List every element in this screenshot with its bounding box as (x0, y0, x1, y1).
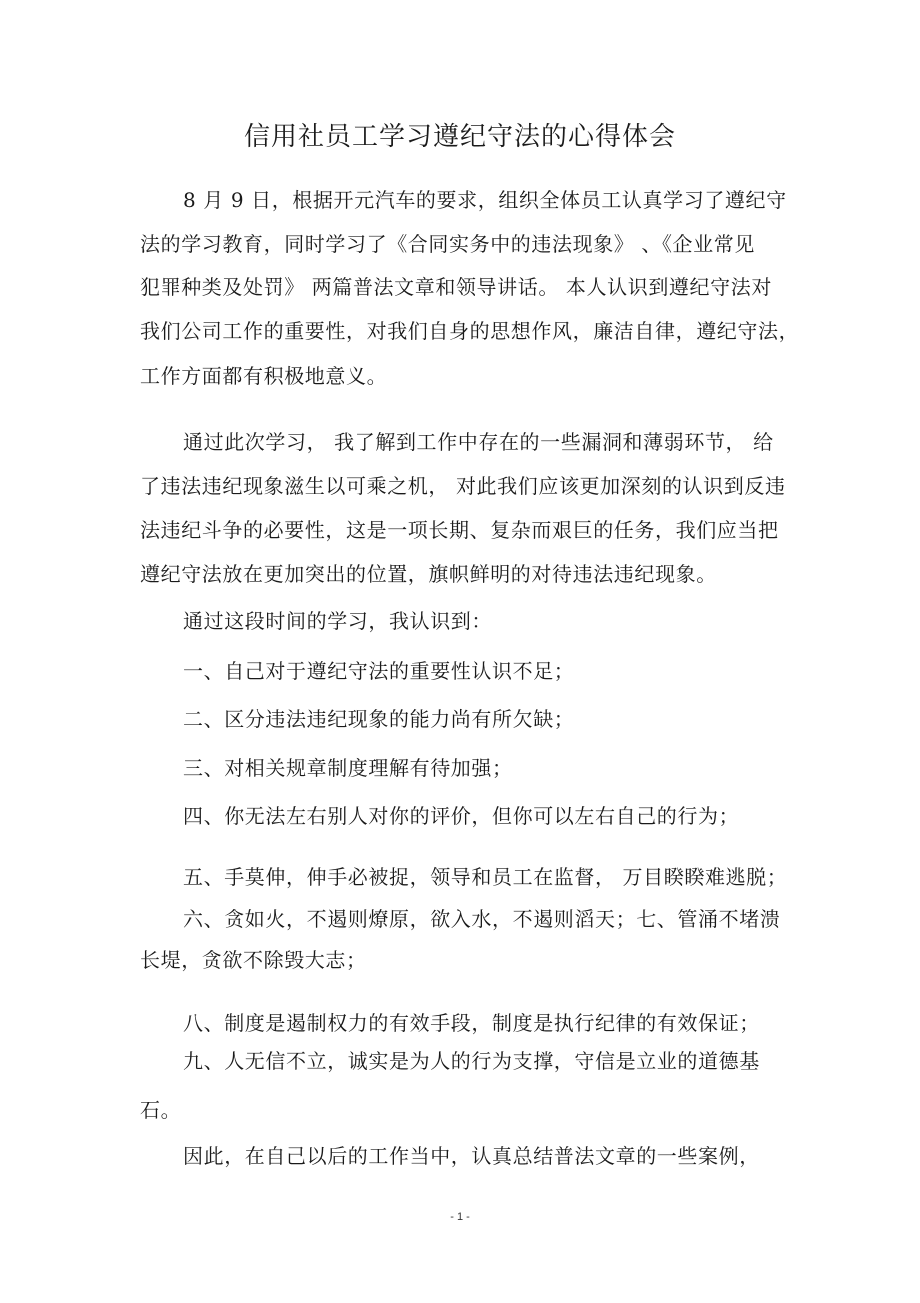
paragraph-4-line-1: 因此，在自己以后的工作当中，认真总结普法文章的一些案例， (183, 1144, 760, 1168)
list-item-3: 三、对相关规章制度理解有待加强； (183, 756, 513, 780)
paragraph-2-line-1: 通过此次学习， 我了解到工作中存在的一些漏洞和薄弱环节， 给 (183, 430, 774, 454)
list-item-6-line-1: 六、贪如火，不遏则燎原，欲入水，不遏则滔天；七、管涌不堵溃 (183, 907, 781, 931)
list-item-2: 二、区分违法违纪现象的能力尚有所欠缺； (183, 707, 575, 731)
paragraph-3-intro: 通过这段时间的学习，我认识到： (183, 609, 492, 633)
list-item-4: 四、你无法左右别人对你的评价，但你可以左右自己的行为； (183, 804, 740, 828)
page-number: - 1 - (450, 1211, 470, 1223)
list-item-6-line-2: 长堤，贪欲不除毁大志； (140, 948, 367, 972)
list-item-5: 五、手莫伸，伸手必被捉，领导和员工在监督， 万目睽睽难逃脱； (183, 865, 788, 889)
paragraph-2-line-3: 法违纪斗争的必要性，这是一项长期、复杂而艰巨的任务，我们应当把 (140, 518, 779, 542)
paragraph-2-line-4: 遵纪守法放在更加突出的位置，旗帜鲜明的对待违法违纪现象。 (140, 562, 717, 586)
paragraph-2-line-2: 了违法违纪现象滋生以可乘之机， 对此我们应该更加深刻的认识到反违 (140, 474, 786, 498)
document-title: 信用社员工学习遵纪守法的心得体会 (243, 122, 676, 152)
list-item-1: 一、自己对于遵纪守法的重要性认识不足； (183, 659, 575, 683)
paragraph-1-line-5: 工作方面都有积极地意义。 (140, 364, 388, 388)
paragraph-1-line-2: 法的学习教育，同时学习了《合同实务中的违法现象》 、《企业常见 (140, 232, 755, 256)
list-item-9-line-2: 石。 (140, 1098, 182, 1122)
list-item-8: 八、制度是遏制权力的有效手段，制度是执行纪律的有效保证； (183, 1011, 760, 1035)
paragraph-1-line-3: 犯罪种类及处罚》 两篇普法文章和领导讲话。 本人认识到遵纪守法对 (140, 275, 772, 299)
paragraph-1-line-1: 8 月 9 日，根据开元汽车的要求，组织全体员工认真学习了遵纪守 (183, 188, 787, 212)
list-item-9-line-1: 九、人无信不立，诚实是为人的行为支撑，守信是立业的道德基 (183, 1049, 760, 1073)
paragraph-1-line-4: 我们公司工作的重要性，对我们自身的思想作风，廉洁自律，遵纪守法， (140, 319, 800, 343)
